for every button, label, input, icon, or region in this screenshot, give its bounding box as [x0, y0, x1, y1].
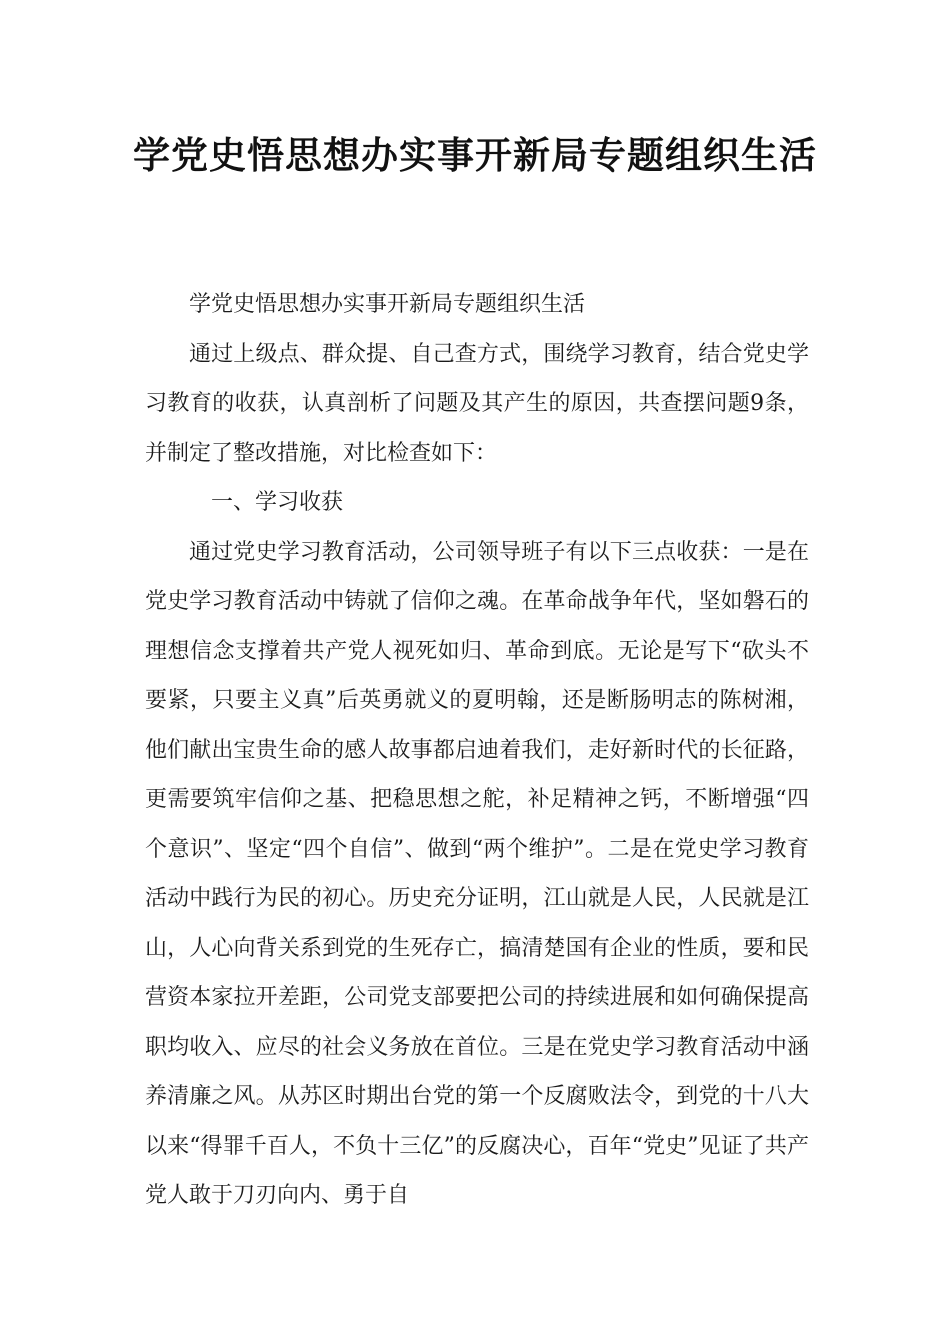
document-title: 学党史悟思想办实事开新局专题组织生活: [133, 134, 817, 177]
subtitle-paragraph: 学党史悟思想办实事开新局专题组织生活: [189, 292, 586, 317]
section-heading: 一、学习收获: [211, 490, 344, 515]
body-paragraph: 通过党史学习教育活动，公司领导班子有以下三点收获：一是在党史学习教育活动中铸就了信仰之魂。在革命战争年代，坚如磐石的理想信念支撑着共产党人视死如归、革命到底。无论是写下“砍头不要紧，只要主义真”后英勇就义的夏明翰，还是断肠明志的陈树湘，他们献出宝贵生命的感人故事都启迪着我们，走好新时代的长征路，更需要筑牢信仰之基、把稳思想之舵，补足精神之钙，不断增强“四个意识”、坚定“四个自信”、做到“两个维护”。二是在党史学习教育活动中践行为民的初心。历史充分证明，江山就是人民，人民就是江山，人心向背关系到党的生死存亡，搞清楚国有企业的性质，要和民营资本家拉开差距，公司党支部要把公司的持续进展和如何确保提高职均收入、应尽的社会义务放在首位。三是在党史学习教育活动中涵养清廉之风。从苏区时期出台党的第一个反腐败法令，到党的十八大以来“得罪千百人，不负十三亿”的反腐决心，百年“党史”见证了共产党人敢于刀刃向内、勇于自: [145, 539, 809, 1208]
intro-paragraph: 通过上级点、群众提、自己查方式，围绕学习教育，结合党史学习教育的收获，认真剖析了问题及其产生的原因，共查摆问题9条，并制定了整改措施，对比检查如下：: [145, 341, 809, 466]
document-body: [145, 280, 809, 1221]
